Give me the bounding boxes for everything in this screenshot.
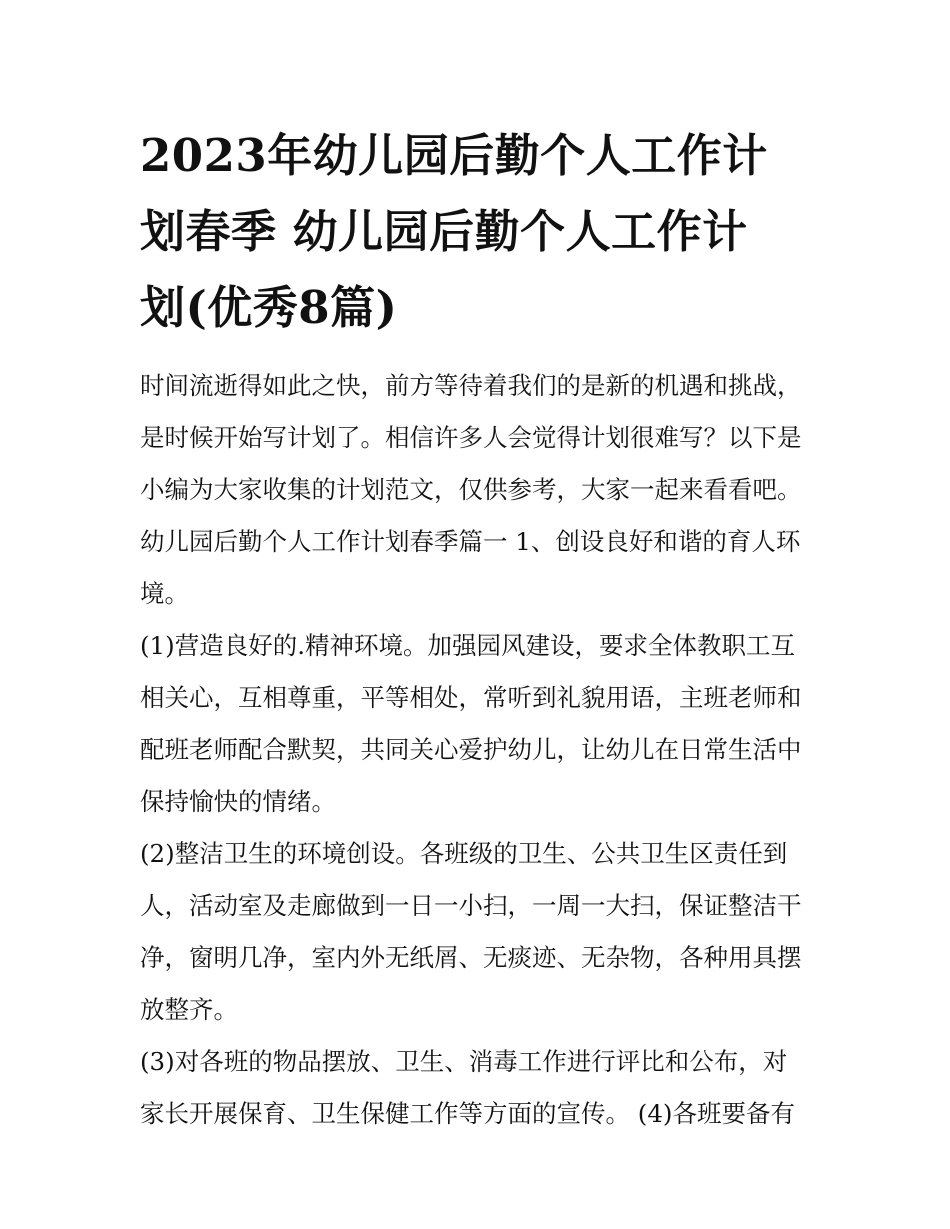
text-line: (1)营造良好的.精神环境。加强园风建设，要求全体教职工互 xyxy=(140,631,795,660)
text-line: 相关心，互相尊重，平等相处，常听到礼貌用语，主班老师和 xyxy=(140,683,802,712)
title-line: 划春季 幼儿园后勤个人工作计 xyxy=(140,205,748,258)
text-line: 保持愉快的情绪。 xyxy=(140,787,336,816)
text-line: 配班老师配合默契，共同关心爱护幼儿，让幼儿在日常生活中 xyxy=(140,735,802,764)
text-line: 放整齐。 xyxy=(140,995,238,1024)
intro-paragraph xyxy=(140,360,815,620)
paragraph-item-3 xyxy=(140,1036,815,1140)
text-line: 人，活动室及走廊做到一日一小扫，一周一大扫，保证整洁干 xyxy=(140,891,802,920)
paragraph-item-2 xyxy=(140,828,815,1036)
text-line: (2)整洁卫生的环境创设。各班级的卫生、公共卫生区责任到 xyxy=(140,839,788,868)
document-page xyxy=(140,118,815,1140)
text-line: 家长开展保育、卫生保健工作等方面的宣传。 (4)各班要备有 xyxy=(140,1099,795,1128)
text-line: 时间流逝得如此之快，前方等待着我们的是新的机遇和挑战， xyxy=(140,371,802,400)
title-line: 2023年幼儿园后勤个人工作计 xyxy=(140,129,768,182)
text-line: 小编为大家收集的计划范文，仅供参考，大家一起来看看吧。 xyxy=(140,475,802,504)
document-title xyxy=(140,118,815,346)
text-line: 幼儿园后勤个人工作计划春季篇一 1、创设良好和谐的育人环 xyxy=(140,527,801,556)
text-line: (3)对各班的物品摆放、卫生、消毒工作进行评比和公布，对 xyxy=(140,1047,788,1076)
title-line: 划(优秀8篇) xyxy=(140,281,398,334)
text-line: 境。 xyxy=(140,579,189,608)
text-line: 是时候开始写计划了。相信许多人会觉得计划很难写？以下是 xyxy=(140,423,802,452)
paragraph-item-1 xyxy=(140,620,815,828)
text-line: 净，窗明几净，室内外无纸屑、无痰迹、无杂物，各种用具摆 xyxy=(140,943,802,972)
